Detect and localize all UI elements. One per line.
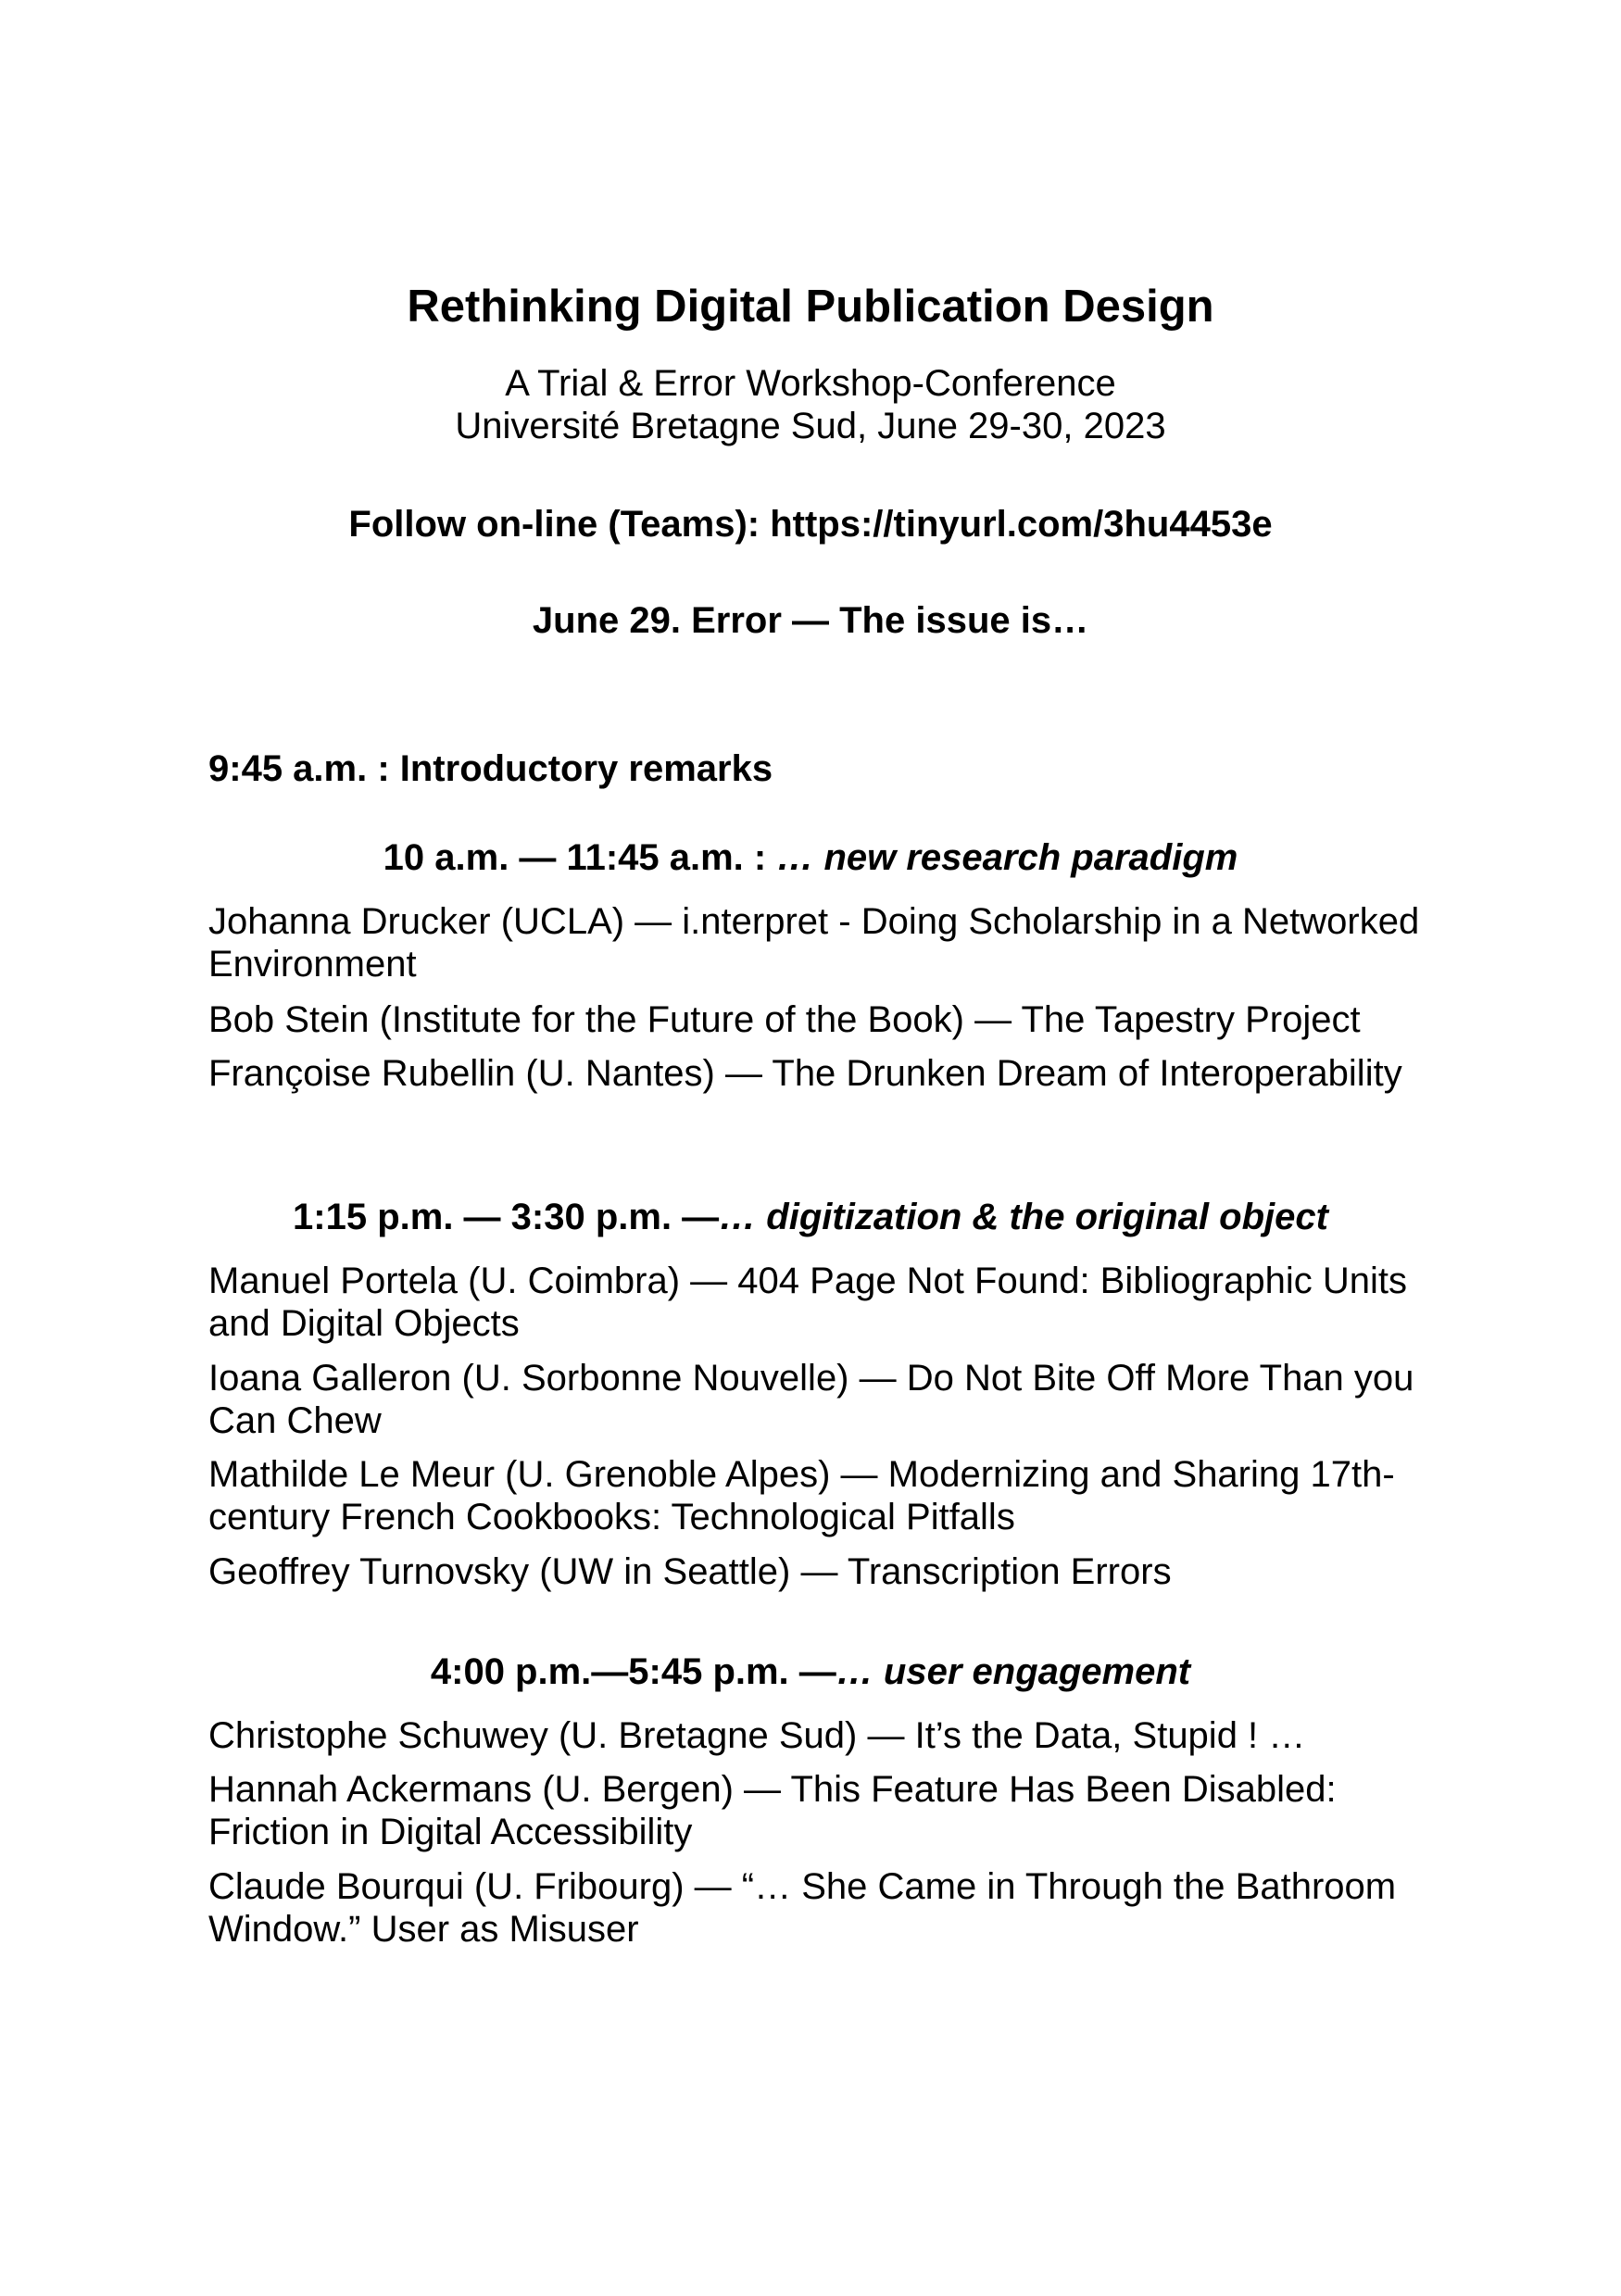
session-heading-2 [0, 1195, 1621, 1239]
session-topic: … new research paradigm [776, 837, 1238, 878]
talk-entry: Bob Stein (Institute for the Future of the Book) — The Tapestry Project [208, 999, 1361, 1040]
follow-online-text: Follow on-line (Teams): https://tinyurl.com/3hu4453e [348, 504, 1273, 545]
talk-entry: Christophe Schuwey (U. Bretagne Sud) — It’s the Data, Stupid ! … [208, 1715, 1306, 1756]
talk-entry: Mathilde Le Meur (U. Grenoble Alpes) — Modernizing and Sharing 17th-century French Cookbooks: Technological Pitfalls [208, 1454, 1395, 1537]
session-topic: … digitization & the original object [719, 1197, 1328, 1237]
intro-remarks: 9:45 a.m. : Introductory remarks [208, 748, 773, 789]
subtitle-line-1: A Trial & Error Workshop-Conference [505, 363, 1116, 404]
session-topic: … user engagement [836, 1651, 1191, 1692]
talk-entry: Hannah Ackermans (U. Bergen) — This Feature Has Been Disabled: Friction in Digital Accessibility [208, 1769, 1337, 1852]
session-time: 1:15 p.m. — 3:30 p.m. — [293, 1197, 720, 1237]
talk-entry: Geoffrey Turnovsky (UW in Seattle) — Transcription Errors [208, 1551, 1172, 1592]
talk-entry: Ioana Galleron (U. Sorbonne Nouvelle) — Do Not Bite Off More Than you Can Chew [208, 1358, 1414, 1441]
talk-entry: Claude Bourqui (U. Fribourg) — “… She Came in Through the Bathroom Window.” User as Misuser [208, 1866, 1397, 1950]
session-heading-3 [0, 1650, 1621, 1694]
session-time: 4:00 p.m.—5:45 p.m. — [430, 1651, 836, 1692]
session-heading-1 [0, 835, 1621, 880]
day-heading: June 29. Error — The issue is… [532, 600, 1089, 641]
subtitle-line-2: Université Bretagne Sud, June 29-30, 2023 [455, 406, 1166, 446]
talk-entry: Françoise Rubellin (U. Nantes) — The Drunken Dream of Interoperability [208, 1053, 1402, 1094]
page-title: Rethinking Digital Publication Design [407, 282, 1214, 332]
session-time: 10 a.m. — 11:45 a.m. : [383, 837, 777, 878]
talk-entry: Johanna Drucker (UCLA) — i.nterpret - Doing Scholarship in a Networked Environment [208, 901, 1420, 985]
talk-entry: Manuel Portela (U. Coimbra) — 404 Page Not Found: Bibliographic Units and Digital Objects [208, 1261, 1407, 1344]
